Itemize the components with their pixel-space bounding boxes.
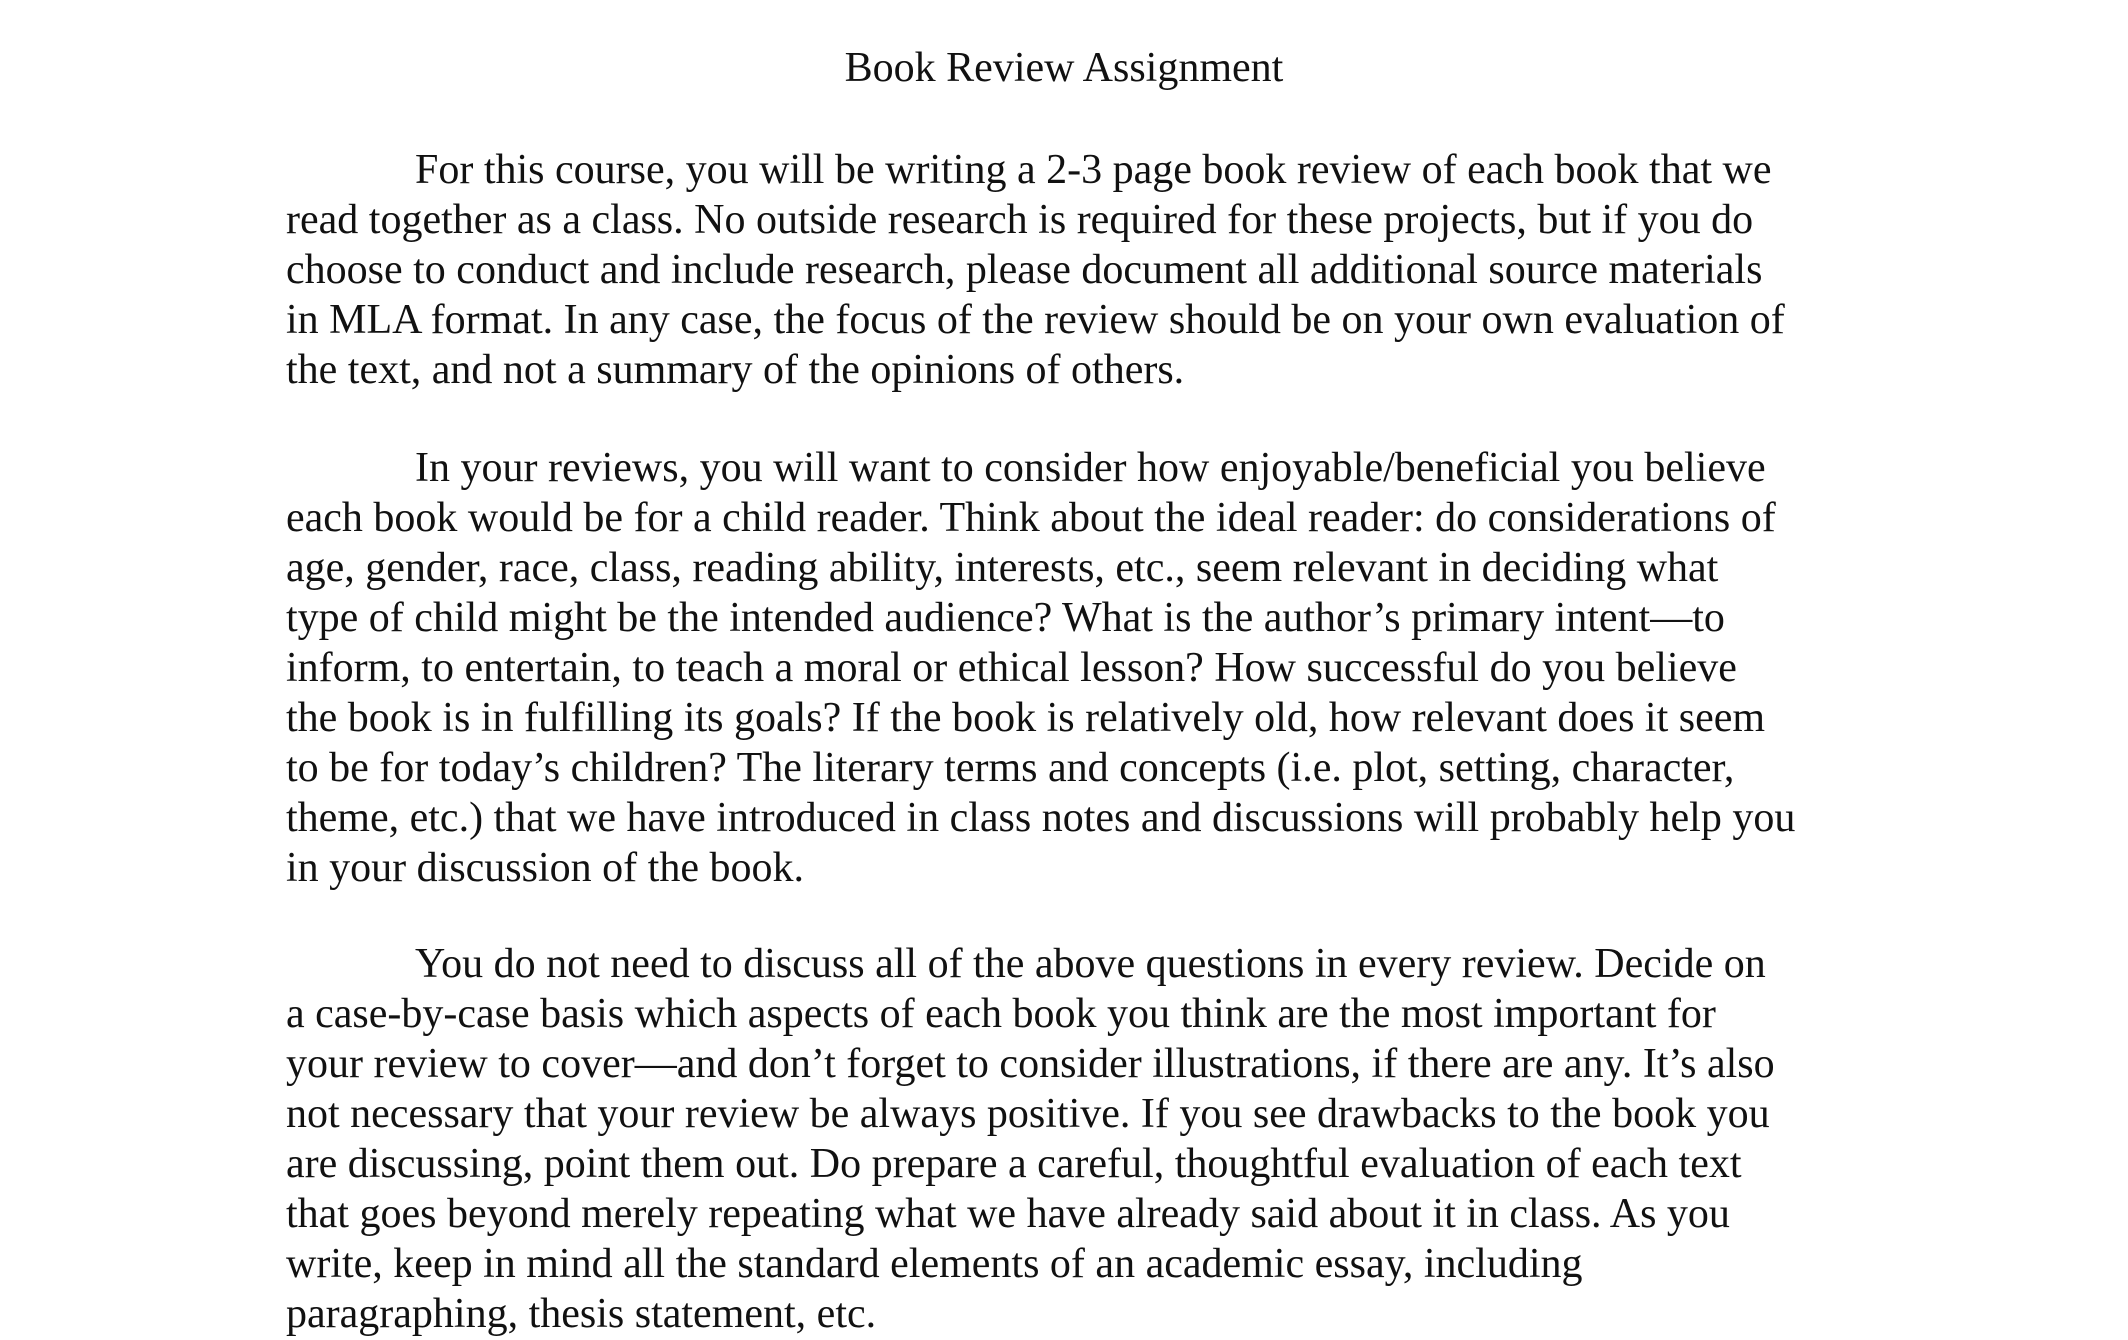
paragraph-line: that goes beyond merely repeating what we have already said about it in class. As you: [286, 1191, 1730, 1237]
paragraph-line: the text, and not a summary of the opinions of others.: [286, 347, 1185, 393]
paragraph-line: to be for today’s children? The literary terms and concepts (i.e. plot, setting, character,: [286, 745, 1735, 791]
paragraph-line: the book is in fulfilling its goals? If the book is relatively old, how relevant does it seem: [286, 695, 1766, 741]
paragraph-line: in MLA format. In any case, the focus of the review should be on your own evaluation of: [286, 297, 1785, 343]
paragraph-line: theme, etc.) that we have introduced in class notes and discussions will probably help you: [286, 795, 1796, 841]
paragraph-line: are discussing, point them out. Do prepare a careful, thoughtful evaluation of each text: [286, 1141, 1742, 1187]
paragraph-line: not necessary that your review be always positive. If you see drawbacks to the book you: [286, 1091, 1770, 1137]
paragraph-line: type of child might be the intended audience? What is the author’s primary intent—to: [286, 595, 1725, 641]
paragraph-line: in your discussion of the book.: [286, 845, 804, 891]
document-title: Book Review Assignment: [844, 45, 1284, 91]
paragraph-line: age, gender, race, class, reading ability, interests, etc., seem relevant in deciding what: [286, 545, 1719, 591]
paragraph-line: read together as a class. No outside research is required for these projects, but if you do: [286, 197, 1754, 243]
paragraph-line: a case-by-case basis which aspects of each book you think are the most important for: [286, 991, 1716, 1037]
paragraph-line: You do not need to discuss all of the above questions in every review. Decide on: [415, 941, 1766, 987]
paragraph-line: each book would be for a child reader. Think about the ideal reader: do considerations of: [286, 495, 1776, 541]
paragraph-line: choose to conduct and include research, please document all additional source materials: [286, 247, 1763, 293]
paragraph-line: write, keep in mind all the standard elements of an academic essay, including: [286, 1241, 1583, 1287]
paragraph-line: For this course, you will be writing a 2-3 page book review of each book that we: [415, 147, 1772, 193]
paragraph-line: your review to cover—and don’t forget to consider illustrations, if there are any. It’s also: [286, 1041, 1775, 1087]
paragraph-line: paragraphing, thesis statement, etc.: [286, 1291, 877, 1337]
paragraph-line: In your reviews, you will want to consider how enjoyable/beneficial you believe: [415, 445, 1766, 491]
paragraph-line: inform, to entertain, to teach a moral or ethical lesson? How successful do you believe: [286, 645, 1737, 691]
